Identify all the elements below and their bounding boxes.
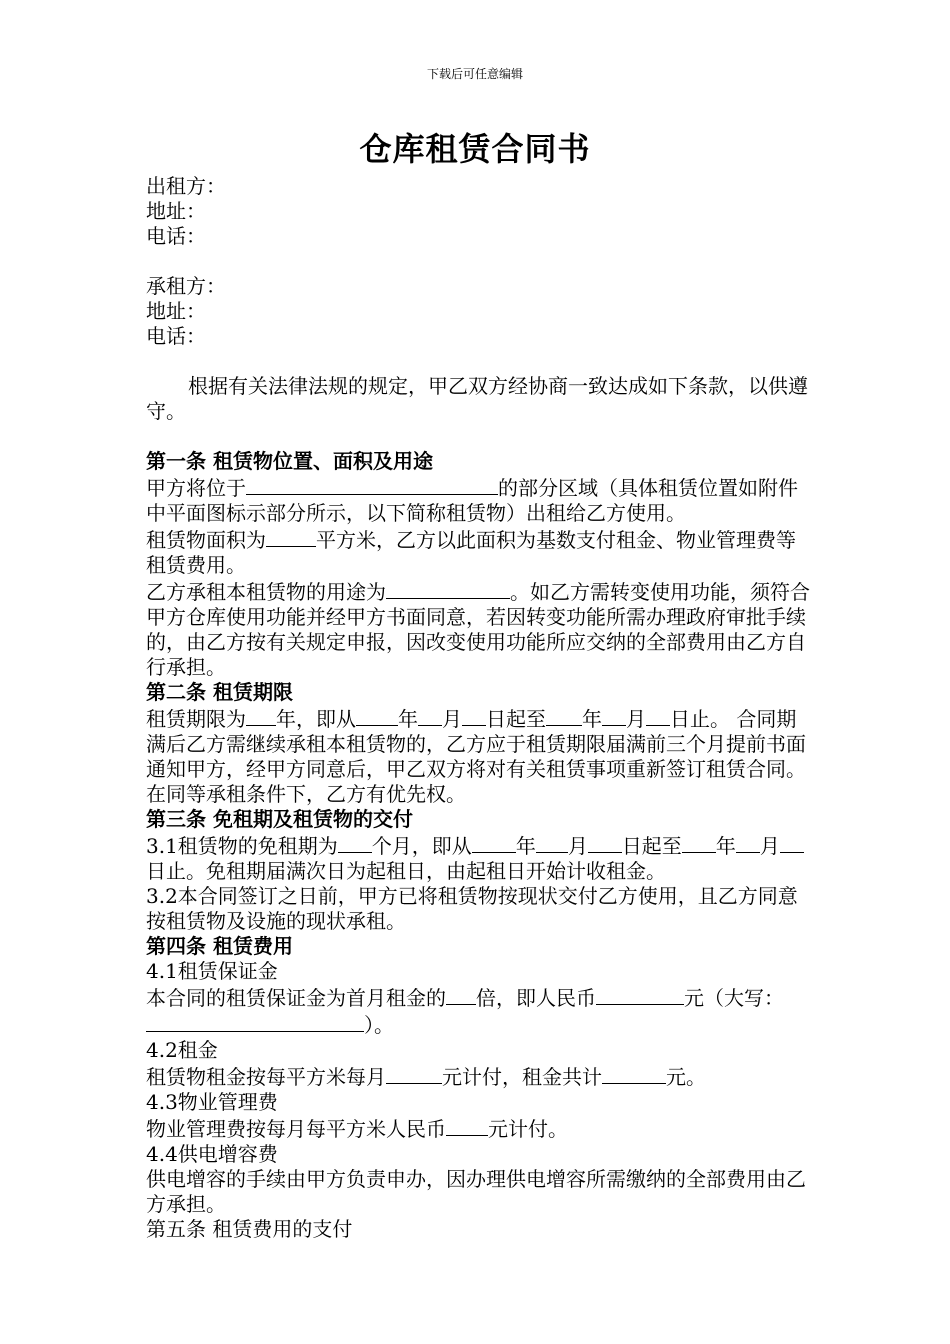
article5-heading: 第五条 租赁费用的支付	[146, 1217, 353, 1241]
article1-paragraph3: 乙方承租本租赁物的用途为 。如乙方需转变使用功能，须符合甲方仓库使用功能并经甲方书面同意，若因转变功能所需办理政府审批手续的，由乙方按有关规定申报，因改变使用功能所应交纳的全部费用由乙方自行承担。	[146, 580, 810, 679]
free-end-month-blank	[736, 832, 760, 853]
property-fee-paragraph: 物业管理费按每月每平方米人民币 元计付。	[146, 1117, 568, 1141]
end-month-blank	[602, 705, 626, 726]
usage-blank	[386, 578, 510, 599]
lessee-name-label: 承租方：	[146, 274, 226, 298]
article3-clause2: 3.2本合同签订之日前，甲方已将租赁物按现状交付乙方使用，且乙方同意按租赁物及设施的现状承租。	[146, 884, 798, 933]
free-start-year-blank	[472, 832, 516, 853]
article1-paragraph2: 租赁物面积为 平方米，乙方以此面积为基数支付租金、物业管理费等租赁费用。	[146, 528, 796, 577]
location-blank	[246, 474, 498, 495]
lessor-phone-label: 电话：	[146, 224, 206, 248]
term-years-blank	[246, 705, 276, 726]
article3-clause1: 3.1租赁物的免租期为 个月，即从 年 月 日起至 年 月日止。免租期届满次日为起租日，由起租日开始计收租金。	[146, 832, 812, 884]
free-end-day-blank	[780, 832, 804, 853]
free-start-month-blank	[536, 832, 568, 853]
area-blank	[266, 526, 316, 547]
article2-heading: 第二条 租赁期限	[146, 680, 293, 704]
lessee-address-label: 地址：	[146, 299, 206, 323]
preamble: 根据有关法律法规的规定，甲乙双方经协商一致达成如下条款，以供遵守。	[146, 374, 808, 423]
deposit-multiple-blank	[446, 984, 476, 1005]
lessor-address-label: 地址：	[146, 199, 206, 223]
header-note: 下载后可任意编辑	[426, 67, 523, 81]
deposit-uppercase-blank	[146, 1011, 364, 1032]
lessor-name-label: 出租方：	[146, 174, 226, 198]
end-day-blank	[646, 705, 670, 726]
article4-heading: 第四条 租赁费用	[146, 934, 293, 958]
rent-rate-blank	[386, 1063, 442, 1084]
deposit-title: 4.1租赁保证金	[146, 959, 278, 983]
article3-heading: 第三条 免租期及租赁物的交付	[146, 807, 413, 831]
power-fee-title: 4.4供电增容费	[146, 1142, 278, 1166]
document-title: 仓库租赁合同书	[359, 130, 591, 168]
deposit-paragraph: 本合同的租赁保证金为首月租金的 倍，即人民币 元（大写：）。	[146, 986, 784, 1037]
article1-heading: 第一条 租赁物位置、面积及用途	[146, 449, 433, 473]
article2-paragraph: 租赁期限为 年，即从 年 月 日起至 年 月 日止。 合同期满后乙方需继续承租本租赁物的，乙方应于租赁期限届满前三个月提前书面通知甲方，经甲方同意后，甲乙双方将对有关租赁事项重新签订租赁合同。在同等承租条件下，乙方有优先权。	[146, 707, 806, 806]
end-year-blank	[546, 705, 582, 726]
rent-paragraph: 租赁物租金按每平方米每月 元计付，租金共计 元。	[146, 1065, 706, 1089]
property-fee-title: 4.3物业管理费	[146, 1090, 278, 1114]
property-fee-blank	[446, 1115, 488, 1136]
article1-paragraph1: 甲方将位于 的部分区域（具体租赁位置如附件中平面图标示部分所示，以下简称租赁物）出租给乙方使用。	[146, 476, 798, 525]
power-fee-paragraph: 供电增容的手续由甲方负责申办，因办理供电增容所需缴纳的全部费用由乙方承担。	[146, 1167, 806, 1216]
start-year-blank	[356, 705, 398, 726]
start-day-blank	[462, 705, 486, 726]
start-month-blank	[418, 705, 442, 726]
deposit-amount-blank	[596, 984, 684, 1005]
free-start-day-blank	[588, 832, 622, 853]
free-months-blank	[338, 832, 372, 853]
contract-body	[146, 174, 812, 1242]
free-end-year-blank	[682, 832, 716, 853]
rent-total-blank	[602, 1063, 666, 1084]
lessee-phone-label: 电话：	[146, 324, 206, 348]
rent-title: 4.2租金	[146, 1038, 218, 1062]
